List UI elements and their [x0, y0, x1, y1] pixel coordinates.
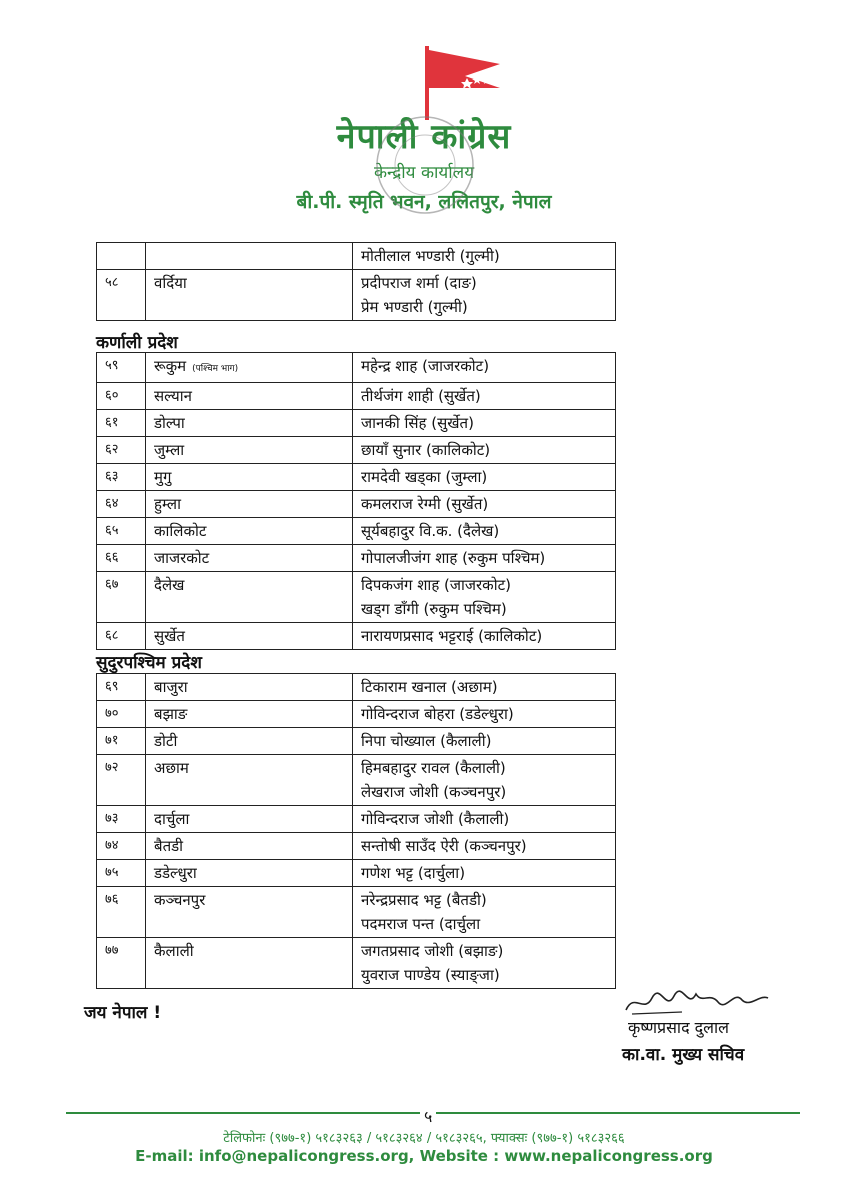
serial-number: ६३	[97, 464, 146, 491]
sudurpashchim-table	[96, 673, 616, 989]
serial-number: ७२	[97, 755, 146, 806]
district-name: कालिकोट	[146, 518, 353, 545]
closing-salutation: जय नेपाल !	[84, 1003, 162, 1023]
appointee-name: रामदेवी खड्का (जुम्ला)	[361, 468, 488, 486]
table-row	[97, 860, 616, 887]
appointee-names	[353, 464, 616, 491]
table-row	[97, 938, 616, 989]
serial-number: ७४	[97, 833, 146, 860]
appointee-name: मोतीलाल भण्डारी (गुल्मी)	[361, 247, 500, 265]
appointee-name: गोपालजीजंग शाह (रुकुम पश्चिम)	[361, 549, 546, 567]
table-row	[97, 755, 616, 806]
serial-number: ६०	[97, 383, 146, 410]
table-row	[97, 728, 616, 755]
appointee-name: तीर्थजंग शाही (सुर्खेत)	[361, 387, 481, 405]
appointee-name: निपा चोख्याल (कैलाली)	[361, 732, 492, 750]
table-row	[97, 806, 616, 833]
appointee-name: पदमराज पन्त (दार्चुला	[361, 915, 481, 933]
serial-number: ७५	[97, 860, 146, 887]
appointee-name: प्रेम भण्डारी (गुल्मी)	[361, 298, 468, 316]
serial-number: ६७	[97, 572, 146, 623]
appointee-names	[353, 243, 616, 270]
table-row	[97, 491, 616, 518]
appointee-name: गोविन्दराज जोशी (कैलाली)	[361, 810, 510, 828]
appointee-names	[353, 674, 616, 701]
serial-number: ६५	[97, 518, 146, 545]
table-row	[97, 701, 616, 728]
appointee-names	[353, 410, 616, 437]
table-row	[97, 674, 616, 701]
appointee-name: कमलराज रेग्मी (सुर्खेत)	[361, 495, 489, 513]
table-row	[97, 623, 616, 650]
appointee-names	[353, 491, 616, 518]
appointee-name: लेखराज जोशी (कञ्चनपुर)	[361, 783, 507, 801]
district-name: डडेल्धुरा	[146, 860, 353, 887]
district-name: बझाङ	[146, 701, 353, 728]
district-name: रूकुम (पश्चिम भाग)	[146, 353, 353, 383]
district-name: दार्चुला	[146, 806, 353, 833]
serial-number: ७३	[97, 806, 146, 833]
appointee-name: हिमबहादुर रावल (कैलाली)	[361, 759, 506, 777]
continuation-table	[96, 242, 616, 321]
appointee-name: महेन्द्र शाह (जाजरकोट)	[361, 357, 490, 375]
office-address: बी.पी. स्मृति भवन, ललितपुर, नेपाल	[296, 191, 552, 213]
appointee-name: सन्तोषी साउँद ऐरी (कञ्चनपुर)	[361, 837, 527, 855]
appointee-names	[353, 572, 616, 623]
serial-number: ७१	[97, 728, 146, 755]
district-name: जुम्ला	[146, 437, 353, 464]
district-name: डोल्पा	[146, 410, 353, 437]
table-row	[97, 383, 616, 410]
footer-phone: टेलिफोनः (९७७-१) ५१८३२६३ / ५१८३२६४ / ५१८३२६५, फ्याक्सः (९७७-१) ५१८३२६६	[223, 1131, 625, 1146]
signer-title: का.वा. मुख्य सचिव	[622, 1045, 745, 1065]
appointee-name: प्रदीपराज शर्मा (दाङ)	[361, 274, 477, 292]
serial-number: ६८	[97, 623, 146, 650]
district-name: कैलाली	[146, 938, 353, 989]
appointee-names	[353, 518, 616, 545]
official-seal-stamp	[370, 110, 480, 220]
district-name: अछाम	[146, 755, 353, 806]
table-row	[97, 545, 616, 572]
appointee-names	[353, 383, 616, 410]
appointee-name: नरेन्द्रप्रसाद भट्ट (बैतडी)	[361, 891, 487, 909]
office-name: केन्द्रीय कार्यालय	[373, 163, 475, 183]
footer-email: E-mail: info@nepalicongress.org, Website : www.nepalicongress.org	[135, 1147, 713, 1165]
appointee-names	[353, 755, 616, 806]
district-name: वर्दिया	[146, 270, 353, 321]
appointee-name: नारायणप्रसाद भट्टराई (कालिकोट)	[361, 627, 543, 645]
appointee-names	[353, 437, 616, 464]
district-note: (पश्चिम भाग)	[192, 364, 239, 374]
appointee-names	[353, 545, 616, 572]
district-name: मुगु	[146, 464, 353, 491]
district-name: सल्यान	[146, 383, 353, 410]
serial-number: ७०	[97, 701, 146, 728]
serial-number	[97, 243, 146, 270]
appointee-name: जगतप्रसाद जोशी (बझाङ)	[361, 942, 504, 960]
organization-name: नेपाली कांग्रेस	[336, 117, 512, 157]
appointee-name: टिकाराम खनाल (अछाम)	[361, 678, 498, 696]
serial-number: ६६	[97, 545, 146, 572]
karnali-heading: कर्णाली प्रदेश	[96, 333, 178, 353]
district-name: डोटी	[146, 728, 353, 755]
serial-number: ६९	[97, 674, 146, 701]
district-name: कञ्चनपुर	[146, 887, 353, 938]
appointee-name: गोविन्दराज बोहरा (डडेल्धुरा)	[361, 705, 514, 723]
appointee-name: गणेश भट्ट (दार्चुला)	[361, 864, 466, 882]
appointee-name: छायाँ सुनार (कालिकोट)	[361, 441, 491, 459]
table-row	[97, 833, 616, 860]
appointee-names	[353, 887, 616, 938]
table-row	[97, 410, 616, 437]
appointee-name: युवराज पाण्डेय (स्याङ्जा)	[361, 966, 500, 984]
district-name: दैलेख	[146, 572, 353, 623]
appointee-names	[353, 860, 616, 887]
appointee-name: दिपकजंग शाह (जाजरकोट)	[361, 576, 512, 594]
district-name: बाजुरा	[146, 674, 353, 701]
district-name: बैतडी	[146, 833, 353, 860]
appointee-names	[353, 833, 616, 860]
appointee-names	[353, 806, 616, 833]
serial-number: ७६	[97, 887, 146, 938]
serial-number: ५९	[97, 353, 146, 383]
serial-number: ६१	[97, 410, 146, 437]
district-name: सुर्खेत	[146, 623, 353, 650]
appointee-names	[353, 623, 616, 650]
appointee-name: खड्ग डाँगी (रुकुम पश्चिम)	[361, 600, 507, 618]
table-row	[97, 243, 616, 270]
table-row	[97, 887, 616, 938]
table-row	[97, 270, 616, 321]
appointee-names	[353, 701, 616, 728]
appointee-names	[353, 938, 616, 989]
table-row	[97, 437, 616, 464]
serial-number: ६२	[97, 437, 146, 464]
appointee-names	[353, 728, 616, 755]
signer-name: कृष्णप्रसाद दुलाल	[628, 1018, 729, 1037]
table-row	[97, 572, 616, 623]
appointee-name: जानकी सिंह (सुर्खेत)	[361, 414, 474, 432]
serial-number: ५८	[97, 270, 146, 321]
district-name: जाजरकोट	[146, 545, 353, 572]
table-row	[97, 353, 616, 383]
district-name	[146, 243, 353, 270]
page-number: ५	[420, 1105, 436, 1127]
table-row	[97, 518, 616, 545]
table-row	[97, 464, 616, 491]
serial-number: ७७	[97, 938, 146, 989]
appointee-name: सूर्यबहादुर वि.क. (दैलेख)	[361, 522, 500, 540]
serial-number: ६४	[97, 491, 146, 518]
appointee-names	[353, 270, 616, 321]
sudurpashchim-heading: सुदुरपश्चिम प्रदेश	[96, 653, 202, 673]
district-name: हुम्ला	[146, 491, 353, 518]
appointee-names	[353, 353, 616, 383]
karnali-table	[96, 352, 616, 650]
